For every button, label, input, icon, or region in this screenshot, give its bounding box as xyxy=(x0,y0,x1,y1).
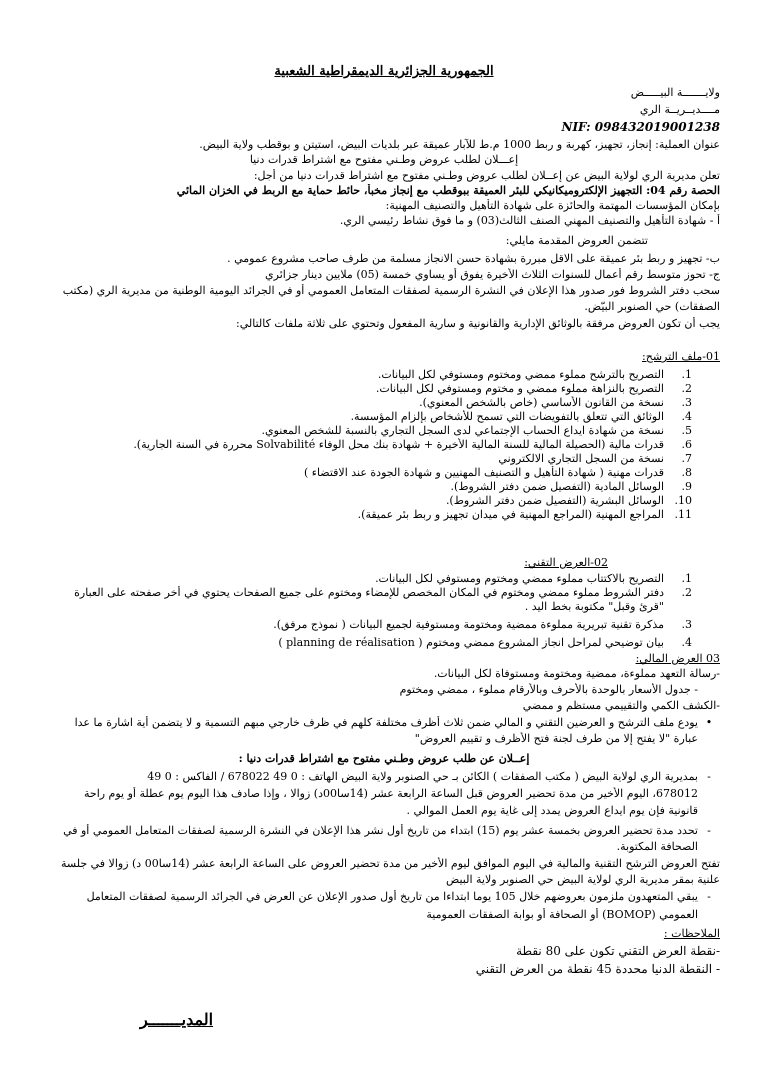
deposit-line-1: •يودع ملف الترشح و العرضين التقني و المالي ضمن ثلاث أظرف مختلفة كلهم في ظرف خارجي مبهم التسمية و لا يتضمن أية اشارة ما عدا xyxy=(74,716,713,729)
operation-title: عنوان العملية: إنجاز، تجهيز، كهربة و ربط 1000 م.ط للآبار عميقة عبر بلديات البيض، استيتن و بوقطب ولاية البيض. xyxy=(199,138,720,151)
list-item: 4. بيان توضيحي لمراحل انجاز المشروع ممضي ومختوم ( planning de réalisation ) xyxy=(278,636,692,649)
list-item: 7. نسخة من السجل التجاري الالكتروني xyxy=(498,452,692,465)
opening-line-1: تفتح العروض الترشح التقنية والمالية في اليوم الموافق ليوم الأخير من مدة تحضير العروض على الساعة الرابعة عشر (14سا00 د) زوالا في جلسة xyxy=(60,857,720,870)
republic-title: الجمهورية الجزائرية الديمقراطية الشعبية xyxy=(274,64,494,79)
list-item: 6. قدرات مالية (الحصيلة المالية للسنة المالية الأخيرة + شهادة بنك محل الوفاء Solvabilité محررة في السنة الجارية). xyxy=(133,438,692,451)
nif-line: NIF: 098432019001238 xyxy=(561,120,720,134)
wilaya-line: ولايـــــــة البيـــــض xyxy=(630,86,720,99)
duration-line-1: -تحدد مدة تحضير العروض بخمسة عشر يوم (15) ابتداء من تاريخ أول نشر هذا الإعلان في النشرة الرسمية لصفقات المتعامل العمومي أو في xyxy=(63,824,711,837)
file2-list xyxy=(48,572,720,650)
financial-item-3: -الكشف الكمي والتقييمي مستظم و ممضي xyxy=(522,699,720,712)
directorate-line: مــــديــريــة الري xyxy=(639,103,720,116)
condition-a: أ - شهادة التأهيل والتصنيف المهني الصنف الثالث(03) و ما فوق نشاط رئيسي الري. xyxy=(339,214,720,227)
intro-line: تعلن مديرية الري لولاية البيض عن إعــلان لطلب عروض وطـني مفتوح مع اشتراط قدرات دنيا من أجل: xyxy=(253,169,720,182)
file3-heading: 03 العرض المالي: xyxy=(635,652,720,665)
withdraw-line-1: سحب دفتر الشروط فور صدور هذا الإعلان في النشرة الرسمية لصفقات المتعامل العمومي أو في الجرائد اليومية الوطنية من مديرية الري (مكتب xyxy=(62,284,720,297)
file1-list xyxy=(48,368,720,522)
announce-bold: إعــلان عن طلب عروض وطـني مفتوح مع اشتراط قدرات دنيا : xyxy=(238,752,530,765)
bound-line-1: -يبقي المتعهدون ملزمون بعروضهم خلال 105 يوما ابتداءا من تاريخ أول صدور الإعلان عن العرض في الجرائد الرسمية لصفقات المتعامل xyxy=(86,890,711,903)
condition-b: ب- تجهيز و ربط بئر عميقة على الاقل مبررة بشهادة حسن الانجاز مسلمة من طرف صاحب مشروع عمومي . xyxy=(227,252,720,265)
bound-line-2: العمومي (BOMOP) أو الصحافة أو بوابة الصفقات العمومية xyxy=(426,908,698,921)
list-item: 1. التصريح بالترشح مملوء ممضي ومختوم ومستوفي لكل البيانات. xyxy=(377,368,692,381)
file2-heading: 02-العرض التقني: xyxy=(524,556,608,569)
opening-line-2: علنية بمقر مديرية الري لولاية البيض حي الصنوبر ولاية البيض xyxy=(445,873,720,886)
note-2: - النقطة الدنيا محددة 45 نقطة من العرض التقني xyxy=(475,962,720,976)
list-item: 5. نسخة من شهادة ايداع الحساب الإجتماعي لدى السجل التجاري بالنسبة للشخص المعنوي. xyxy=(261,424,692,437)
list-item: 11. المراجع المهنية (المراجع المهنية في ميدان تجهيز و ربط بئر عميقة). xyxy=(357,508,692,521)
list-item: 3. نسخة من القانون الأساسي (خاص بالشخص المعنوي). xyxy=(419,396,692,409)
list-item: 4. الوثائق التي تتعلق بالتفويضات التي تسمح للأشخاص بإلزام المؤسسة. xyxy=(350,410,692,423)
address-line-3: قانونية فإن يوم ايداع العروض يمدد إلى غاية يوم العمل الموالي . xyxy=(406,804,698,817)
address-line-1: -بمديرية الري لولاية البيض ( مكتب الصفقات ) الكائن بـ حي الصنوبر ولاية البيض الهاتف : 0 49 678022 / الفاكس : 0 49 xyxy=(147,770,711,783)
list-item: 9. الوسائل المادية (التفصيل ضمن دفتر الشروط). xyxy=(450,480,692,493)
lot-line: الحصة رقم 04: التجهيز الإلكتروميكانيكي للبئر العميقة ببوقطب مع إنجاز مخبأ، حائط حماية مع الربط في الخزان المائي xyxy=(176,184,720,197)
duration-line-2: الصحافة المكتوبة. xyxy=(616,840,698,853)
list-item: "قرئ وقبل" مكتوبة بخط اليد . xyxy=(524,600,664,613)
withdraw-line-2: الصفقات) حي الصنوبر البيّض. xyxy=(584,300,720,313)
list-item: 3. مذكرة تقنية تبريرية مملوءة ممضية ومختومة ومستوفية لجميع البيانات ( نموذج مرفق). xyxy=(273,618,692,631)
condition-c: ج- تحوز متوسط رقم أعمال للسنوات الثلاث الأخيرة يفوق أو يساوي خمسة (05) ملايين دينار جزائري xyxy=(265,268,720,281)
list-item: 2. دفتر الشروط مملوء ممضي ومختوم في المكان المخصص للإمضاء ومختوم على جميع الصفحات يحتوي في أخر صفحته على العبارة xyxy=(74,586,692,599)
list-item: 2. التصريح بالنزاهة مملوء ممضي و مختوم ومستوفي لكل البيانات. xyxy=(375,382,692,395)
list-item: 10. الوسائل البشرية (التفصيل ضمن دفتر الشروط). xyxy=(445,494,692,507)
list-item: 8. قدرات مهنية ( شهادة التأهيل و التصنيف المهنيين و شهادة الجودة عند الاقتضاء ) xyxy=(304,466,692,479)
director-signature: المديـــــــر xyxy=(140,1010,214,1029)
file1-heading: 01-ملف الترشح: xyxy=(642,350,720,363)
financial-item-2: - جدول الأسعار بالوحدة بالأحرف وبالأرقام مملوء ، ممضي ومختوم xyxy=(399,683,698,696)
note-1: -نقطة العرض التقني تكون على 80 نقطة xyxy=(516,944,720,958)
list-item: 1. التصريح بالاكتتاب مملوء ممضي ومختوم ومستوفي لكل البيانات. xyxy=(375,572,692,585)
eligible-line: بإمكان المؤسسات المهتمة والحائزة على شهادة التأهيل والتصنيف المهنية: xyxy=(385,199,720,212)
deposit-line-2: عبارة "لا يفتح إلا من طرف لجنة فتح الأظرف و تقييم العروض" xyxy=(414,732,698,745)
files-intro: يجب أن تكون العروض مرفقة بالوثائق الإدارية والقانونية و سارية المفعول وتحتوي على ثلاثة ملفات كالتالي: xyxy=(236,317,720,330)
financial-item-1: -رسالة التعهد مملوءة، ممضية ومختومة ومستوفاة لكل البيانات. xyxy=(433,667,720,680)
announce-line: إعـــلان لطلب عروض وطـني مفتوح مع اشتراط قدرات دنيا xyxy=(249,153,519,166)
address-line-2: 678012، اليوم الأخير من مدة تحضير العروض قبل الساعة الرابعة عشر (14سا00د) زوالا ، وإذا صادف هذا اليوم يوم عطلة أو يوم راحة xyxy=(84,787,698,800)
conditions-heading: تتضمن العروض المقدمة مايلي: xyxy=(505,234,648,247)
notes-heading: الملاحظات : xyxy=(663,927,720,940)
